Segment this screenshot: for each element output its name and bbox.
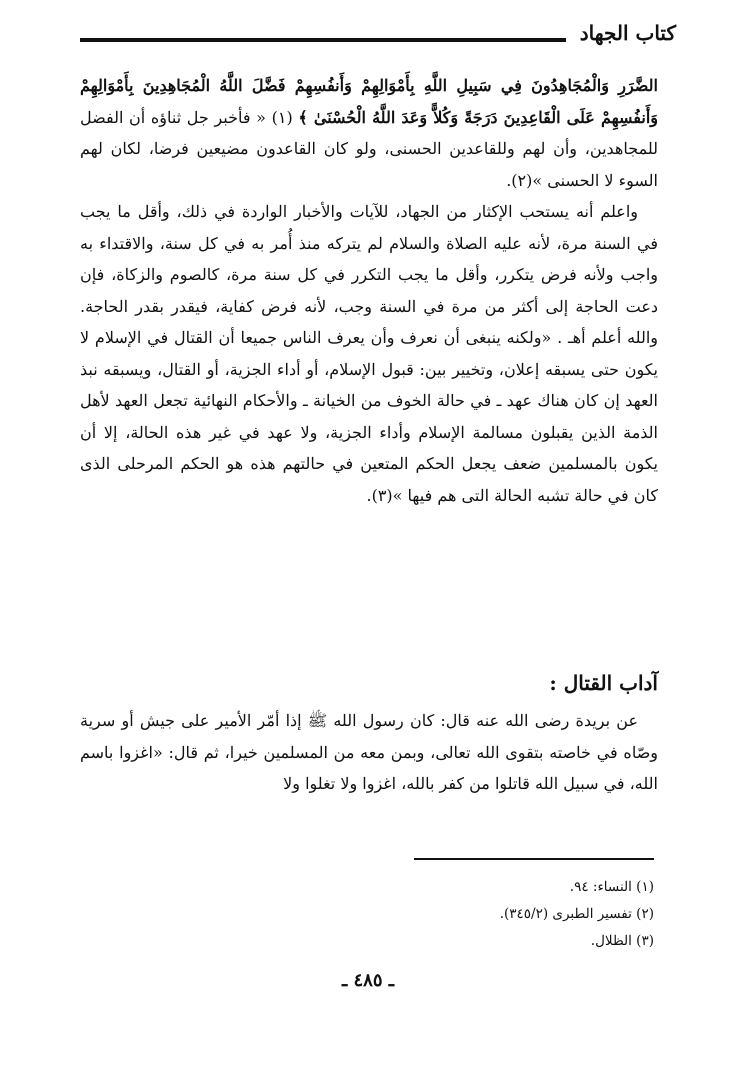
section-heading: آداب القتال : xyxy=(549,671,658,695)
running-header xyxy=(80,20,676,50)
verse-commentary: (١) « فأخبر جل ثناؤه أن الفضل للمجاهدين، وأن لهم وللقاعدين الحسنى، ولو كان القاعدون مضيعين فرضا، لكان لهم السوء لا الحسنى »(٢). xyxy=(80,107,658,190)
footnote-rule xyxy=(414,858,654,860)
footnotes xyxy=(300,874,654,955)
chapter-title: كتاب الجهاد xyxy=(579,21,676,45)
quran-verse: الضَّرَرِ وَالْمُجَاهِدُونَ فِي سَبِيلِ اللَّهِ بِأَمْوَالِهِمْ وَأَنفُسِهِمْ فَضَّلَ اللَّهُ الْمُجَاهِدِينَ بِأَمْوَالِهِمْ وَأَنفُسِهِمْ عَلَى الْقَاعِدِينَ دَرَجَةً وَكُلاًّ وَعَدَ اللَّهُ الْحُسْنَىٰ ﴾ xyxy=(80,76,658,127)
page-number: ـ ٤٨٥ ـ xyxy=(341,970,395,991)
main-text xyxy=(80,70,658,511)
quran-verse-paragraph xyxy=(80,70,658,196)
header-rule xyxy=(80,38,566,42)
paragraph: واعلم أنه يستحب الإكثار من الجهاد، للآيات والأخبار الواردة في ذلك، وأقل ما يجب في السنة مرة، لأنه عليه الصلاة والسلام لم يتركه منذ أُمر به في كل سنة، والاقتداء به واجب ولأنه فرض يتكرر، وأقل ما يجب التكرر في كل سنة مرة، كالصوم والزكاة، فإن دعت الحاجة إلى أكثر من مرة في السنة وجب، لأنه فرض كفاية، فيقدر بقدر الحاجة. والله أعلم أهـ . «ولكنه ينبغى أن نعرف وأن يعرف الناس جميعا أن القتال في الإسلام لا يكون حتى يسبقه إعلان، وتخيير بين: قبول الإسلام، أو أداء الجزية، أو القتال، ويسبقه نبذ العهد إن كان هناك عهد ـ في حالة الخوف من الخيانة ـ والأحكام النهائية تجعل العهد لأهل الذمة الذين يقبلون مسالمة الإسلام وأداء الجزية، ولا عهد في غير هذه الحالة، إلا أن يكون بالمسلمين ضعف يجعل الحكم المتعين في حالتهم هذه هو الحكم المرحلى الذى كان في حالة تشبه الحالة التى هم فيها »(٣). xyxy=(80,202,659,505)
footnote: (٣) الظلال. xyxy=(590,933,654,949)
footnote: (٢) تفسير الطبرى (٣٤٥/٢). xyxy=(499,906,654,922)
section-text xyxy=(80,705,658,800)
paragraph: عن بريدة رضى الله عنه قال: كان رسول الله ﷺ إذا أمّر الأمير على جيش أو سرية وصّاه في خاصته بتقوى الله تعالى، وبمن معه من المسلمين خيرا، ثم قال: «اغزوا باسم الله، في سبيل الله قاتلوا من كفر بالله، اغزوا ولا تغلوا ولا xyxy=(80,711,658,793)
footnote: (١) النساء: ٩٤. xyxy=(569,879,654,895)
